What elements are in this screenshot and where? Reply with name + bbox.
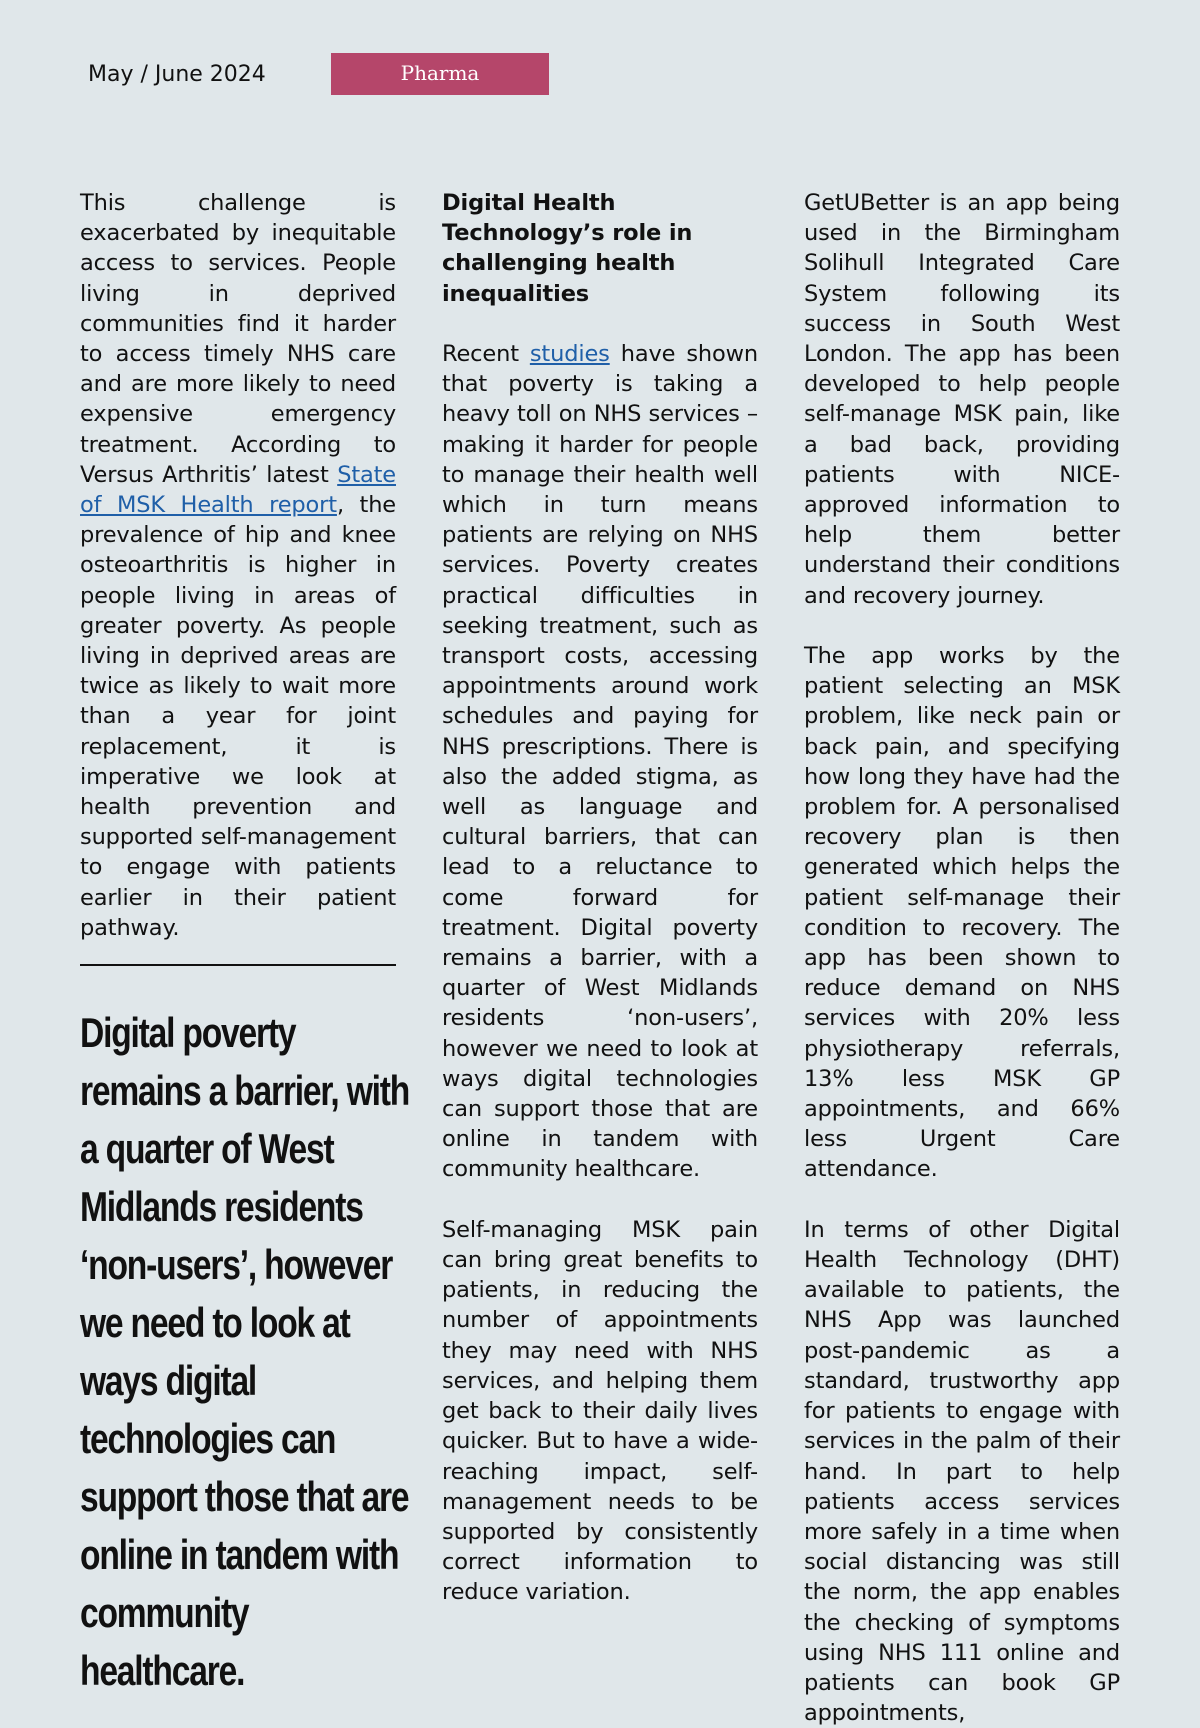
column2-paragraph-1 — [442, 339, 758, 1185]
column1-paragraph-1 — [80, 188, 396, 943]
section-heading: Digital Health Technology’s role in challenging health inequalities — [442, 190, 693, 307]
column2-text-a: Recent — [442, 341, 530, 367]
column3-paragraph-2: The app works by the patient selecting an MSK problem, like neck pain or back pain, and specifying how long they have had the problem for. A personalised recovery plan is then generated which helps the patient self-manage their condition to recovery. The app has been shown to reduce demand on NHS services with 20% less physiotherapy referrals, 13% less MSK GP appointments, and 66% less Urgent Care attendance. — [804, 643, 1120, 1183]
article-column-3 — [804, 188, 1120, 1728]
column1-text-b: , the prevalence of hip and knee osteoarthritis is higher in people living in areas of greater poverty. As people living in deprived areas are twice as likely to wait more than a year for joint replacement, it is imperative we look at health prevention and supported self-management to engage with patients earlier in their patient pathway. — [80, 492, 396, 941]
issue-date: May / June 2024 — [88, 62, 266, 87]
article-column-2 — [442, 188, 758, 1608]
column3-paragraph-3: In terms of other Digital Health Technology (DHT) available to patients, the NHS App was launched post-pandemic as a standard, trustworthy app for patients to engage with services in the palm of their hand. In part to help patients access services more safely in a time when social distancing was still the norm, the app enables the checking of symptoms using NHS 111 online and patients can book GP appointments, — [804, 1216, 1120, 1727]
studies-link[interactable]: studies — [529, 341, 610, 367]
column1-text-a: This challenge is exacerbated by inequitable access to services. People living in deprived communities find it harder to access timely NHS care and are more likely to need expensive emergency treatment. According to Versus Arthritis’ latest — [80, 190, 396, 488]
pull-quote: Digital poverty remains a barrier, with a quarter of West Midlands residents ‘non-users’, however we need to look at ways digital technologies can support those that are online in tandem with community healthcare. — [80, 1009, 410, 1694]
msk-health-report-link[interactable]: State of MSK Health report — [80, 461, 396, 519]
article-column-1 — [80, 188, 396, 943]
column2-paragraph-2: Self-managing MSK pain can bring great benefits to patients, in reducing the number of appointments they may need with NHS services, and helping them get back to their daily lives quicker. But to have a wide-reaching impact, self-management needs to be supported by consistently correct information to reduce variation. — [442, 1216, 758, 1606]
column2-text-b: have shown that poverty is taking a heavy toll on NHS services – making it harder for people to manage their health well which in turn means patients are relying on NHS services. Poverty creates practical difficulties in seeking treatment, such as transport costs, accessing appointments around work schedules and paying for NHS prescriptions. There is also the added stigma, as well as language and cultural barriers, that can lead to a reluctance to come forward for treatment. Digital poverty remains a barrier, with a quarter of West Midlands residents ‘non-users’, however we need to look at ways digital technologies can support those that are online in tandem with community healthcare. — [442, 341, 758, 1183]
section-tag[interactable]: Pharma — [331, 53, 549, 95]
pull-quote-divider — [80, 964, 396, 966]
column3-paragraph-1: GetUBetter is an app being used in the Birmingham Solihull Integrated Care System following its success in South West London. The app has been developed to help people self-manage MSK pain, like a bad back, providing patients with NICE-approved information to help them better understand their conditions and recovery journey. — [804, 190, 1120, 609]
